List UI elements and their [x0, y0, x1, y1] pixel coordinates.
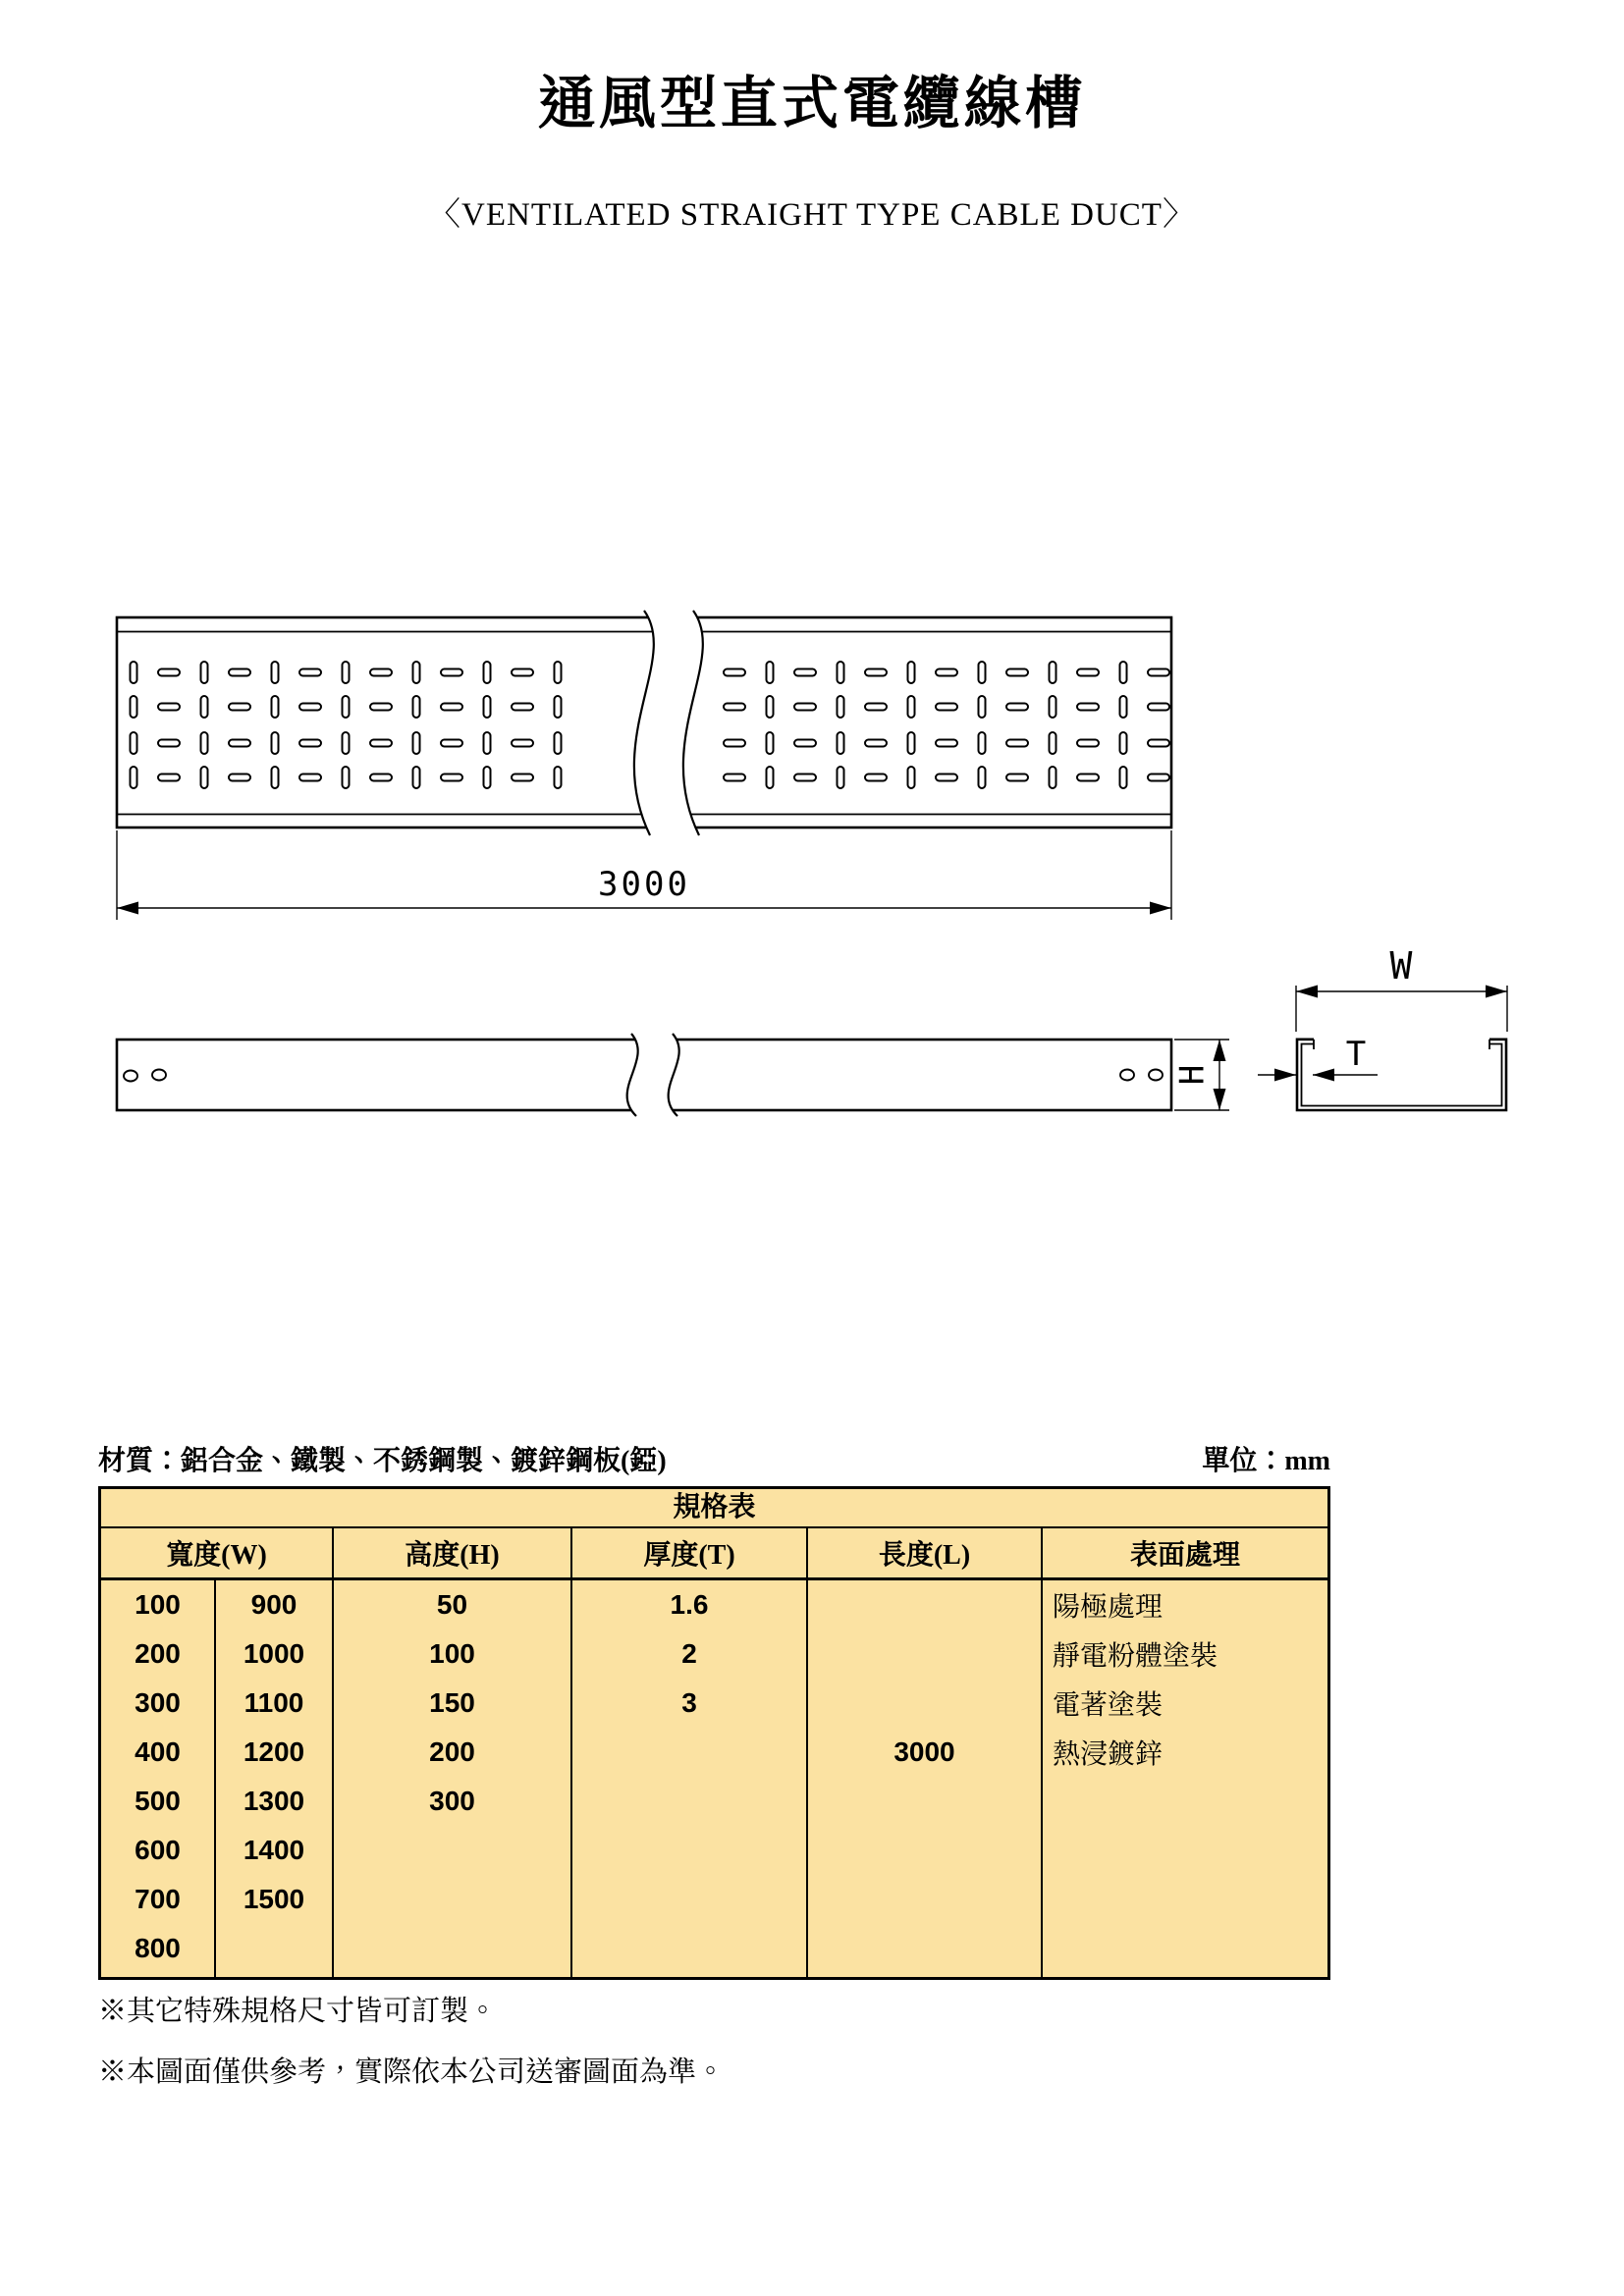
page-title: 通風型直式電纜線槽: [537, 72, 1086, 135]
cell-value: 1500: [243, 1884, 305, 1914]
spec-table-header-row: [101, 1528, 1327, 1580]
cell-value: 3000: [893, 1736, 955, 1767]
cell-value: 800: [135, 1933, 181, 1963]
cell-value: 靜電粉體塗裝: [1053, 1641, 1218, 1672]
cell-value: 500: [135, 1786, 181, 1816]
column-header-thickness: 厚度(T): [572, 1528, 808, 1577]
cell-value: 1300: [243, 1786, 305, 1816]
thickness-dimension: [1258, 1035, 1378, 1082]
column-width-values: [101, 1580, 334, 1977]
cell-value: 熱浸鍍鋅: [1053, 1739, 1164, 1770]
column-surface-values: [1043, 1580, 1327, 1977]
cell-value: 3: [681, 1687, 697, 1718]
material-unit-row: [98, 1439, 1330, 1478]
thickness-dimension-label: T: [1345, 1035, 1367, 1074]
cell-value: 100: [429, 1638, 475, 1669]
top-view-drawing: [117, 611, 1171, 835]
cell-value: 400: [135, 1736, 181, 1767]
cell-value: 1000: [243, 1638, 305, 1669]
spec-table: [98, 1486, 1330, 1980]
width-dimension: [1296, 944, 1507, 1032]
cell-value: [808, 1580, 1041, 1629]
cell-value: 300: [429, 1786, 475, 1816]
height-dimension-label: H: [1172, 1064, 1213, 1086]
column-length-values: [808, 1580, 1043, 1977]
spec-table-body: [101, 1580, 1327, 1977]
cell-value: 200: [429, 1736, 475, 1767]
width-values-b: [216, 1580, 332, 1977]
column-header-width: 寬度(W): [101, 1528, 334, 1577]
material-label: 材質：鋁合金、鐵製、不銹鋼製、鍍鋅鋼板(錏): [98, 1446, 667, 1476]
cell-value: [808, 1629, 1041, 1679]
column-header-length: 長度(L): [808, 1528, 1043, 1577]
cell-value: 200: [135, 1638, 181, 1669]
cell-value: 1400: [243, 1835, 305, 1865]
cell-value: 電著塗裝: [1053, 1690, 1164, 1721]
footer-notes: [98, 1993, 725, 2114]
cell-value: 1100: [244, 1687, 304, 1718]
width-values-a: [101, 1580, 216, 1977]
cell-value: 1.6: [670, 1589, 709, 1620]
length-dimension: [117, 830, 1171, 920]
cell-value: [808, 1679, 1041, 1728]
note-reference-only: ※本圖面僅供參考，實際依本公司送審圖面為準。: [98, 2056, 726, 2088]
column-height-values: [334, 1580, 572, 1977]
cell-value: 2: [681, 1638, 697, 1669]
cell-value: 300: [135, 1687, 181, 1718]
cell-value: 150: [429, 1687, 475, 1718]
column-thickness-values: [572, 1580, 808, 1977]
cell-value: 600: [135, 1835, 181, 1865]
height-dimension: [1173, 1040, 1230, 1110]
page-subtitle: 〈VENTILATED STRAIGHT TYPE CABLE DUCT〉: [428, 197, 1196, 233]
cell-value: 100: [135, 1589, 181, 1620]
column-header-surface: 表面處理: [1129, 1540, 1240, 1571]
column-header-height: 高度(H): [334, 1528, 572, 1577]
ventilation-slot-pattern: [131, 662, 1170, 788]
cell-value: 900: [250, 1589, 298, 1620]
spec-table-title: 規格表: [101, 1489, 1327, 1528]
length-dimension-label: 3000: [598, 865, 690, 904]
cell-value: 700: [135, 1884, 181, 1914]
side-view-drawing: [117, 1034, 1171, 1116]
cell-value: 陽極處理: [1053, 1592, 1164, 1623]
unit-label: 單位：mm: [1202, 1446, 1330, 1476]
note-custom-sizes: ※其它特殊規格尺寸皆可訂製。: [98, 1996, 498, 2027]
width-dimension-label: W: [1389, 944, 1413, 988]
cell-value: 50: [436, 1589, 468, 1620]
cross-section-drawing: [1297, 1040, 1506, 1110]
cell-value: 1200: [243, 1736, 305, 1767]
